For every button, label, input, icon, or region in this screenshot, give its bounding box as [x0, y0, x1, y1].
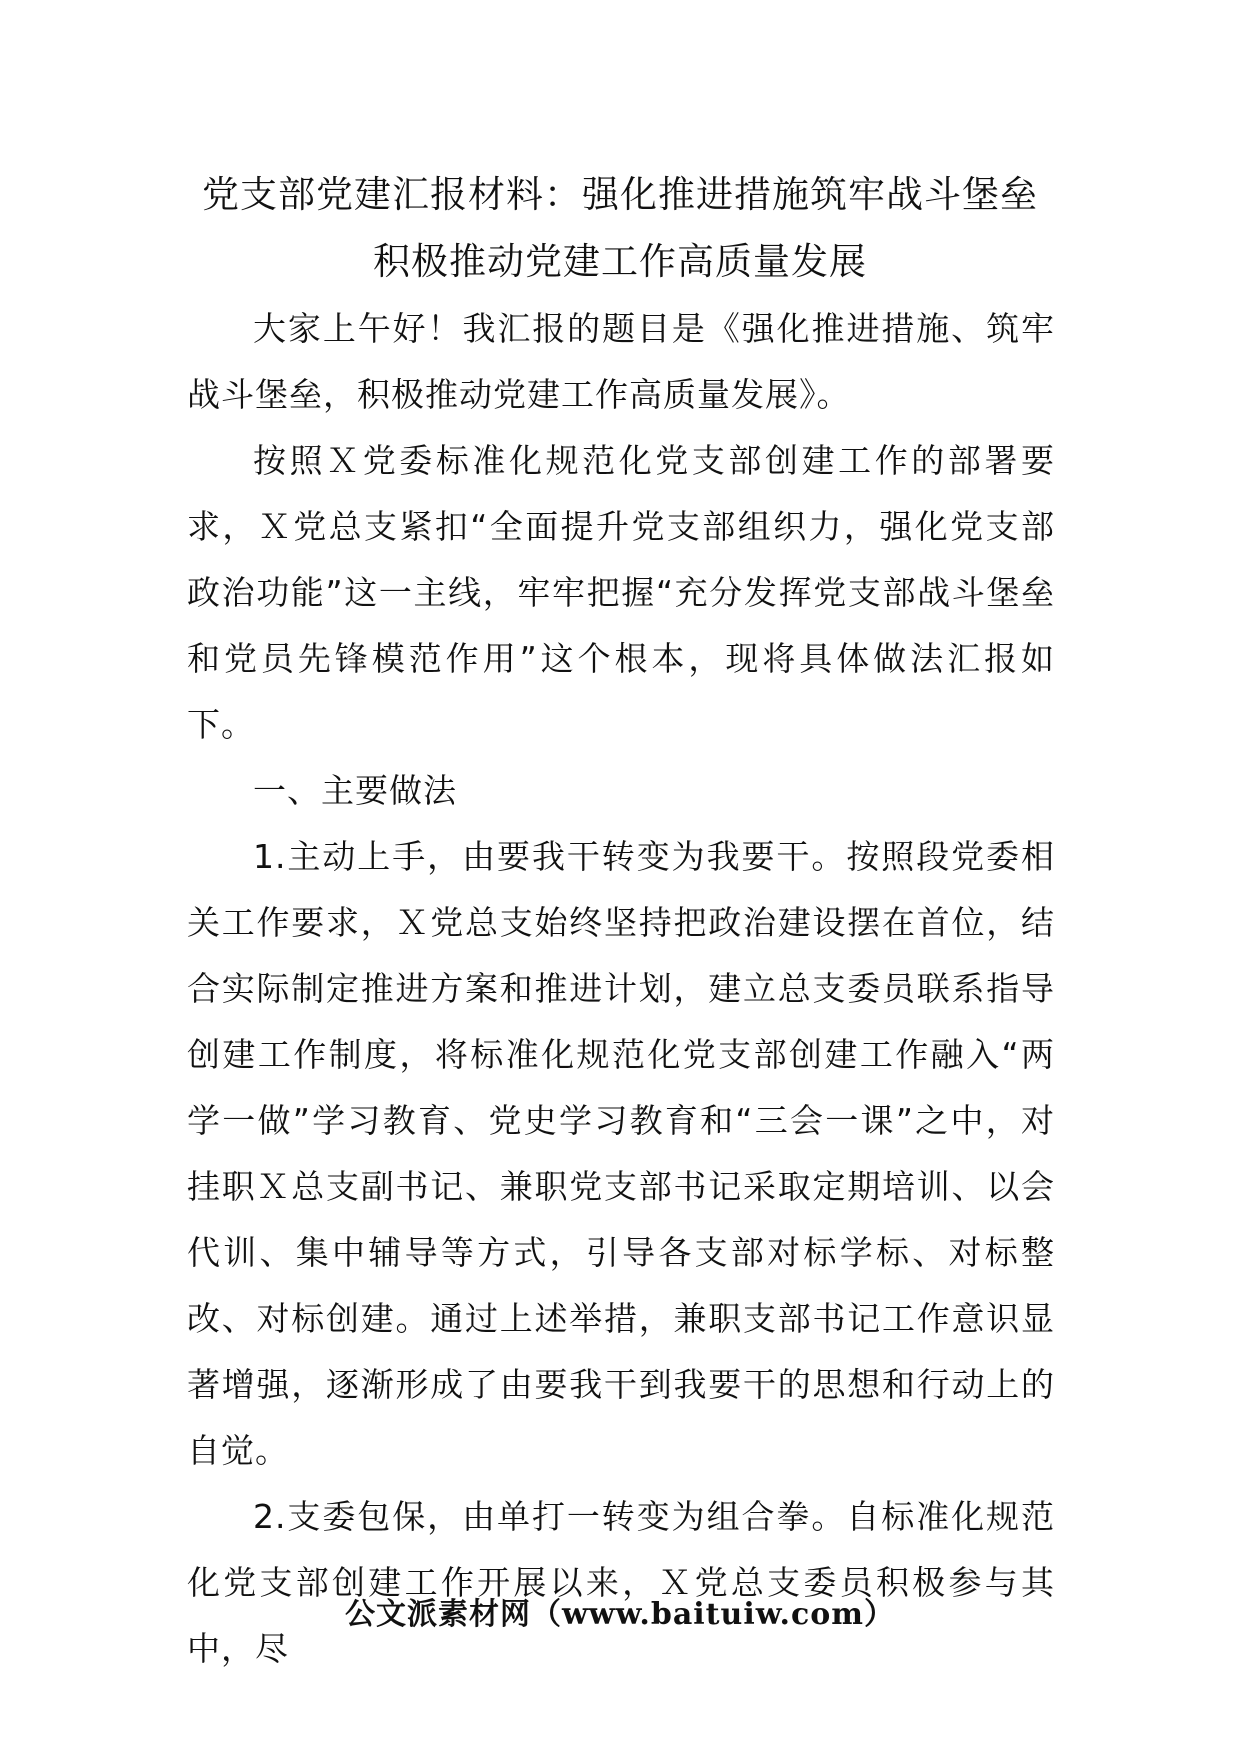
paragraph-greeting: 大家上午好！我汇报的题目是《强化推进措施、筑牢战斗堡垒，积极推动党建工作高质量发展》。 [187, 309, 1055, 414]
paragraph-item-2: 2.支委包保，由单打一转变为组合拳。自标准化规范化党支部创建工作开展以来，Ｘ党总支委员积极参与其中，尽 [187, 1497, 1055, 1668]
section-heading-main-practices: 一、主要做法 [253, 771, 457, 810]
document-title-line-1: 党支部党建汇报材料：强化推进措施筑牢战斗堡垒 [202, 173, 1038, 216]
document-body [187, 296, 1055, 1682]
paragraph-item-1: 1.主动上手，由要我干转变为我要干。按照段党委相关工作要求，Ｘ党总支始终坚持把政治建设摆在首位，结合实际制定推进方案和推进计划，建立总支委员联系指导创建工作制度，将标准化规范化党支部创建工作融入“两学一做”学习教育、党史学习教育和“三会一课”之中，对挂职Ｘ总支副书记、兼职党支部书记采取定期培训、以会代训、集中辅导等方式，引导各支部对标学标、对标整改、对标创建。通过上述举措，兼职支部书记工作意识显著增强，逐渐形成了由要我干到我要干的思想和行动上的自觉。 [187, 837, 1055, 1470]
footer-watermark: 公文派素材网（www.baituiw.com） [344, 1597, 896, 1632]
document-title-line-2: 积极推动党建工作高质量发展 [373, 240, 867, 283]
paragraph-introduction: 按照Ｘ党委标准化规范化党支部创建工作的部署要求，Ｘ党总支紧扣“全面提升党支部组织力，强化党支部政治功能”这一主线，牢牢把握“充分发挥党支部战斗堡垒和党员先锋模范作用”这个根本，现将具体做法汇报如下。 [187, 441, 1055, 744]
